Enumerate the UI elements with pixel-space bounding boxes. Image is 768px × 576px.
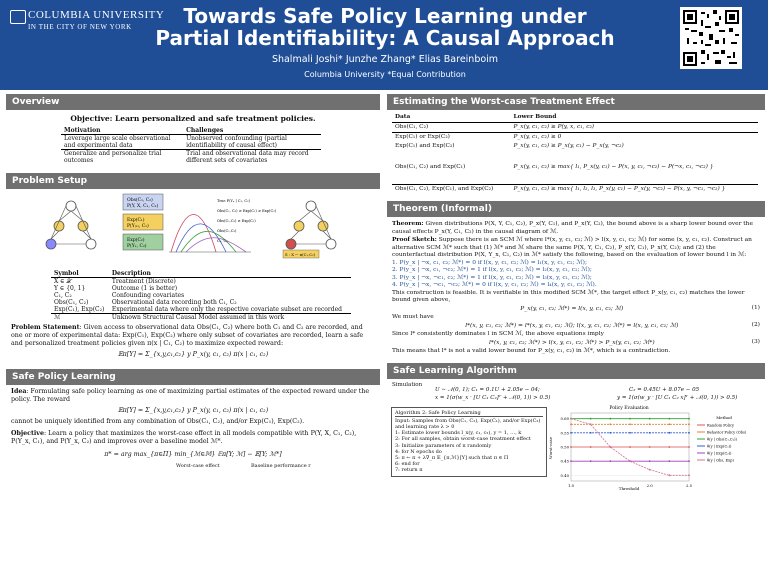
proof-sketch [392, 236, 760, 260]
data-cell: Obs(C₁, C₂) and Exp(C₁) [395, 164, 466, 170]
x-axis-label: Threshold [618, 485, 640, 491]
after-equation-text: cannot be uniquely identified from any combination of Obs(C₁, C₂), and/or Exp(C₁), Exp(C₂). [11, 418, 305, 425]
objective-text: : Learn a policy that maximizes the worst-case effect in all models compatible with P(Y, X, C₁, C₂), P(Y_x, C₁), and P(Y_x, C₂) and improves over a baseline model ℳ*. [11, 430, 357, 445]
data-point [609, 417, 611, 419]
data-cell: Exp(C₁) and Exp(C₂) [395, 143, 455, 149]
x-tick-label: 1.0 [567, 482, 575, 488]
lower-bound-table [392, 113, 758, 194]
objective-paragraph [11, 430, 375, 446]
qr-code-icon [680, 7, 742, 69]
university-name: COLUMBIA UNIVERSITY [28, 9, 165, 21]
idea-text: : Formulating safe policy learning as one of maximizing partial estimates of the expected reward under the policy. The reward [11, 388, 370, 403]
bound-cell: P_x(y, c₁, c₂) ≥ max{ l₁, P_x(y, c₁) − P(x, y, c₁, ¬c₂) − P(¬x, c₁, ¬c₂) } [513, 164, 714, 170]
data-point [688, 423, 690, 425]
description-cell: Experimental data where only the respective covariate subset are recorded [111, 306, 343, 313]
proof-item: 1. P(y_x | ¬x, c₁, c₂; ℳ*) = 0 if l(x, y, c₁, c₂; ℳ) = l₁(x, y, c₁, c₂; ℳ); [392, 259, 587, 266]
bound-cell: P_x(y, c₁, c₂) ≥ 0 [511, 133, 759, 143]
legend-label: Random Policy [707, 422, 735, 427]
data-point [590, 446, 592, 448]
legend-label: θ(y | Obs(C₁,C₂)) [707, 436, 737, 441]
equation: l*(x, y, c₁, c₂; ℳ*) > l(x, y, c₁, c₂; ℳ*) > P_x(y, c₁, c₂; ℳ*) [489, 339, 655, 346]
idea-label: Idea [11, 388, 27, 395]
description-cell: Observational data recording both C₁, C₂ [111, 299, 237, 306]
crown-icon [10, 10, 26, 24]
y-tick-label: 0.50 [560, 444, 569, 449]
reward-equation: 𝔼π[Y] = Σ_{x,y,c₁,c₂} y P_x(y, c₁, c₂) π(x | c₁, c₂) [117, 407, 269, 414]
fig-label: Obs(C₁, C₂) [127, 198, 153, 203]
data-point [668, 474, 670, 476]
symbol-table [51, 270, 351, 321]
description-cell: Confounding covariates [111, 292, 185, 299]
proof-item: 4. P(y_x | ¬x, ¬c₁, ¬c₂; ℳ*) = 0 if l(x, y, c₁, c₂; ℳ) = l₄(x, y, c₁, c₂; ℳ). [392, 282, 597, 288]
data-point [590, 431, 592, 433]
section-heading: Problem Setup [6, 173, 380, 189]
symbol-cell: Obs(C₁, C₂) [54, 299, 89, 306]
simulation-equation: x = 1(σ(w_x · [U C₁ C₂]ᵀ + 𝒩(0, 1)) > 0.5) [435, 394, 551, 401]
reward-equation: 𝔼π[Y] = Σ_{x,y,c₁,c₂} y P_x(y, c₁, c₂) π(x | c₁, c₂) [117, 351, 269, 358]
table-row [51, 306, 351, 314]
overview-objective: Objective: Learn personalized and safe treatment policies. [70, 114, 316, 123]
symbol-cell: Exp(C₁), Exp(C₂) [54, 306, 105, 313]
data-cell: Obs(C₁, C₂) [395, 124, 429, 130]
table-row [61, 135, 321, 150]
data-point [649, 417, 651, 419]
data-point [668, 446, 670, 448]
fig-label: C₁, C₂ [217, 239, 228, 243]
equation-number: (3) [751, 338, 760, 345]
fig-label: True P(Yₓ | C₁, C₂) [217, 199, 250, 203]
section-heading: Safe Learning Algorithm [387, 363, 765, 379]
data-point [629, 460, 631, 462]
table-cell: Generalize and personalize trial outcomes [61, 150, 183, 165]
proof-text: Suppose there is an SCM ℳ where l*(x, y, c₁, c₂; ℳ) > l(x, y, c₁, c₂; ℳ) for some (x, y, c₁, c₂). Construct an alternative SCM ℳ* such that (1) ℳ* and ℳ share the same P(X, Y, C₁, C₂), P_x(Y, C₁), P_x(Y, C₂); and (2) the counterfactual distribution P(X, Y_x, C₁, C₂) in ℳ* satisfy the following, based on the evaluation of lower bound l in ℳ: [392, 237, 752, 258]
poster-title: Towards Safe Policy Learning under Partial Identifiability: A Causal Approach [155, 4, 615, 50]
table-cell: Trial and observational data may record different sets of covariates [183, 150, 321, 165]
table-row [392, 123, 758, 133]
theorem-statement [392, 220, 760, 236]
proof-label: Proof Sketch: [392, 236, 437, 243]
objective-label: Objective [11, 430, 44, 437]
table-row [392, 133, 758, 143]
data-point [629, 446, 631, 448]
algorithm-box [391, 407, 547, 477]
y-tick-label: 0.40 [560, 472, 569, 478]
safe-policy-section [6, 369, 380, 474]
objective-equation: π* = arg max_{π∈Π} min_{ℳ∈𝕄} 𝔼π[Y; ℳ] − 𝔼[Y; ℳ*] [104, 451, 282, 458]
equation-row [392, 339, 760, 349]
algorithm-line: 7: return π [395, 467, 423, 474]
conclusion-text: This means that l* is not a valid lower bound for P_x(y, c₁, c₂) in ℳ*, which is a contradiction. [392, 348, 671, 354]
problem-setup-section [6, 173, 380, 365]
data-point [629, 423, 631, 425]
idea-paragraph [11, 388, 375, 404]
fig-label: P(Y₍ₓ₎, C₁) [127, 224, 149, 229]
fig-label: P(Yₓ, C₂) [127, 244, 147, 249]
overview-section [6, 94, 380, 167]
table-header: Data [392, 113, 511, 123]
data-cell: Exp(C₁) or Exp(C₂) [392, 133, 511, 143]
table-header: Challenges [183, 127, 321, 135]
problem-statement-label: Problem Statement [11, 324, 80, 331]
problem-figure [11, 192, 375, 270]
legend-label: Behavior Policy (Obs) [707, 429, 747, 434]
table-header: Motivation [61, 127, 183, 135]
table-row [51, 292, 351, 299]
data-point [590, 417, 592, 419]
we-must-text: We must have [392, 314, 434, 320]
algorithm-line: 1: Estimate lower bounds l_x(y, c₁, c₂), y = 1, …, k [395, 430, 522, 437]
table-header: Symbol [51, 270, 109, 278]
simulation-label: Simulation [392, 381, 423, 388]
equation: P_x(y, c₁, c₂; ℳ*) = l(x, y, c₁, c₂; ℳ) [520, 305, 624, 312]
data-point [649, 431, 651, 433]
since-text: Since l* consistently dominates l in SCM ℳ, the above equations imply [392, 331, 604, 337]
legend-label: θ(y | Obs, Exp) [707, 457, 734, 462]
data-point [570, 431, 572, 433]
problem-statement-text: : Given access to observational data Obs(C₁, C₂) where both C₁ and C₂ are recorded, and one or more of experimental data: Exp(C₁), Exp(C₂) where only subset of covariates are recorded, learn a safe and personalized treatment policies given π(x | C₁, C₂) to maximize expected reward: [11, 324, 364, 347]
symbol-cell: X ∈ 𝒳 [54, 278, 72, 285]
theorem-label: Theorem: [392, 220, 424, 227]
data-point [688, 431, 690, 433]
policy-evaluation-chart [549, 403, 759, 491]
data-point [570, 417, 572, 419]
equation-number: (2) [751, 321, 760, 328]
symbol-cell: Y ∈ {0, 1} [54, 285, 86, 292]
table-row [392, 151, 758, 185]
algorithm-section [387, 363, 765, 495]
feasible-text: This construction is feasible. It is verifiable in this modified SCM ℳ*, the target effect P_x(y, c₁, c₂) matches the lower bound given above, [392, 289, 745, 303]
section-heading: Safe Policy Learning [6, 369, 380, 385]
algorithm-line: 6: end for [395, 461, 420, 468]
poster-authors: Shalmali Joshi* Junzhe Zhang* Elias Bareinboim [271, 54, 499, 65]
table-row [51, 299, 351, 306]
data-point [570, 446, 572, 448]
algorithm-line: 2: For all samples, obtain worst-case treatment effect [395, 436, 531, 443]
algorithm-line: Input: Samples from Obs(C₁, C₂), Exp(C₁), and/or Exp(C₂) and learning rate λ > 0 [395, 417, 541, 430]
data-point [688, 460, 690, 462]
data-point [609, 446, 611, 448]
data-point [590, 423, 592, 425]
fig-label: Obs(C₁,C₂) ≥ Exp(C₁) [217, 219, 256, 223]
table-header: Lower Bound [511, 113, 759, 123]
data-cell: Obs(C₁, C₂), Exp(C₁), and Exp(C₂) [392, 185, 511, 195]
proof-item: 2. P(y_x | ¬x, c₁, ¬c₂; ℳ*) = 1 if l(x, y, c₁, c₂; ℳ) = l₂(x, y, c₁, c₂; ℳ); [392, 267, 592, 273]
simulation-equation: y = 1(σ(w_y · [U C₁ C₂ x]ᵀ + 𝒩(0, 1)) > 0.5) [617, 394, 738, 401]
problem-statement [11, 324, 375, 348]
algorithm-line: 5: π ← π + λ∇_π 𝔼_{π,ℳ}[Y] such that π ∈ Π [395, 454, 509, 461]
simulation-equation: C₂ = 0.45U + 8.07e − 05 [629, 386, 700, 393]
bound-cell: P_x(y, c₁, c₂) ≥ P(y, x, c₁, c₂) [513, 124, 595, 130]
bound-cell: P_x(y, c₁, c₂) ≥ P_x(y, c₁) − P_x(y, ¬c₂) [513, 143, 624, 149]
table-cell: Unobserved confounding (partial identifiability of causal effect) [186, 135, 287, 149]
table-row [392, 142, 758, 151]
table-row [51, 278, 351, 286]
table-row [51, 314, 351, 322]
data-point [668, 417, 670, 419]
data-point [609, 423, 611, 425]
theorem-text: Given distributions P(X, Y, C₁, C₂), P_x(Y, C₁), and P_x(Y, C₂), the bound above is a sharp lower bound over the causal effects P_x(Y, C₁, C₂) in the causal diagram of ℳ. [392, 221, 753, 235]
data-point [649, 460, 651, 462]
data-point [629, 431, 631, 433]
data-point [668, 431, 670, 433]
y-tick-label: 0.45 [560, 458, 569, 464]
data-point [649, 468, 651, 470]
legend-label: θ(y | Exp(C₁)) [707, 443, 732, 448]
symbol-cell: C₁, C₂ [54, 292, 72, 299]
data-point [668, 423, 670, 425]
data-point [609, 431, 611, 433]
poster-affiliation: Columbia University *Equal Contribution [304, 70, 466, 79]
bound-cell: P_x(y, c₁, c₂) ≥ max{ l₁, l₂, l₃, P_x(y, c₁) − P_x(y, ¬c₂) − P(x, y, ¬c₁, ¬c₂) } [511, 185, 759, 195]
table-header: Description [109, 270, 351, 278]
theorem-section [387, 201, 765, 359]
fig-label: Obs(C₁, C₂) ≥ Exp(C₁) ≥ Exp(C₂) [217, 209, 277, 213]
university-subtitle: IN THE CITY OF NEW YORK [28, 23, 132, 31]
section-heading: Theorem (Informal) [387, 201, 765, 217]
legend-label: θ(y | Exp(C₂)) [707, 450, 732, 455]
data-point [629, 417, 631, 419]
baseline-label: Baseline performance r [251, 463, 311, 469]
data-point [570, 423, 572, 425]
table-row [392, 185, 758, 195]
algorithm-line: 3: Initialize parameters of π randomly [395, 442, 492, 449]
description-cell: Treatment (Discrete) [111, 278, 176, 285]
data-point [649, 423, 651, 425]
worst-case-section [387, 94, 765, 197]
worst-case-label: Worst-case effect [176, 463, 220, 469]
causal-diagrams-figure [11, 192, 375, 270]
fig-label: Exp(C₂) [127, 238, 145, 243]
data-point [609, 460, 611, 462]
x-tick-label: 2.5 [685, 482, 693, 488]
section-heading: Estimating the Worst-case Treatment Effect [387, 94, 765, 110]
y-axis-label: Worst-case [548, 436, 553, 459]
legend-title: Method [716, 414, 732, 420]
right-column [387, 94, 765, 495]
fig-label: Exp(C₁) [127, 218, 145, 223]
poster-header [0, 0, 768, 90]
description-cell: Unknown Structural Causal Model assumed in this work [109, 314, 351, 322]
algorithm-line: 4: for N epochs do [395, 448, 442, 455]
data-point [688, 474, 690, 476]
data-point [590, 460, 592, 462]
data-point [688, 446, 690, 448]
y-tick-label: 0.55 [560, 429, 569, 435]
description-cell: Outcome (1 is better) [111, 285, 178, 292]
x-tick-label: 2.0 [646, 482, 653, 488]
equation-row [392, 305, 760, 315]
y-tick-label: 0.60 [560, 415, 569, 421]
table-row [61, 150, 321, 165]
chart-title: Policy Evaluation [609, 405, 649, 411]
fig-label: P(Y, X, C₁, C₂) [127, 204, 159, 209]
section-heading: Overview [6, 94, 380, 110]
data-point [570, 460, 572, 462]
data-point [688, 417, 690, 419]
columbia-logo [6, 6, 165, 46]
overview-table [61, 127, 321, 164]
data-point [649, 446, 651, 448]
symbol-cell: ℳ [51, 314, 109, 322]
table-row [51, 285, 351, 292]
equation-number: (1) [751, 304, 760, 311]
left-column [6, 94, 380, 474]
table-cell: Leverage large scale observational and experimental data [64, 135, 171, 149]
simulation-equation: U ∼ 𝒩(0, 1); C₁ = 0.1U + 2.05e − 04; [435, 386, 540, 393]
proof-item: 3. P(y_x | ¬x, ¬c₁, c₂; ℳ*) = 1 if l(x, y, c₁, c₂; ℳ) = l₃(x, y, c₁, c₂; ℳ); [392, 274, 592, 281]
data-point [668, 460, 670, 462]
fig-label: S : X ← π(C₁,C₂) [285, 252, 316, 257]
fig-label: Obs(C₁,C₂) [217, 229, 237, 233]
algorithm-title: Algorithm 2: Safe Policy Learning [395, 410, 543, 417]
equation-row [392, 322, 760, 332]
equation: l*(x, y, c₁, c₂; ℳ*) = l*(x, y, c₁, c₂; ℳ); l(x, y, c₁, c₂; ℳ*) = l(x, y, c₁, c₂; ℳ) [465, 322, 679, 329]
